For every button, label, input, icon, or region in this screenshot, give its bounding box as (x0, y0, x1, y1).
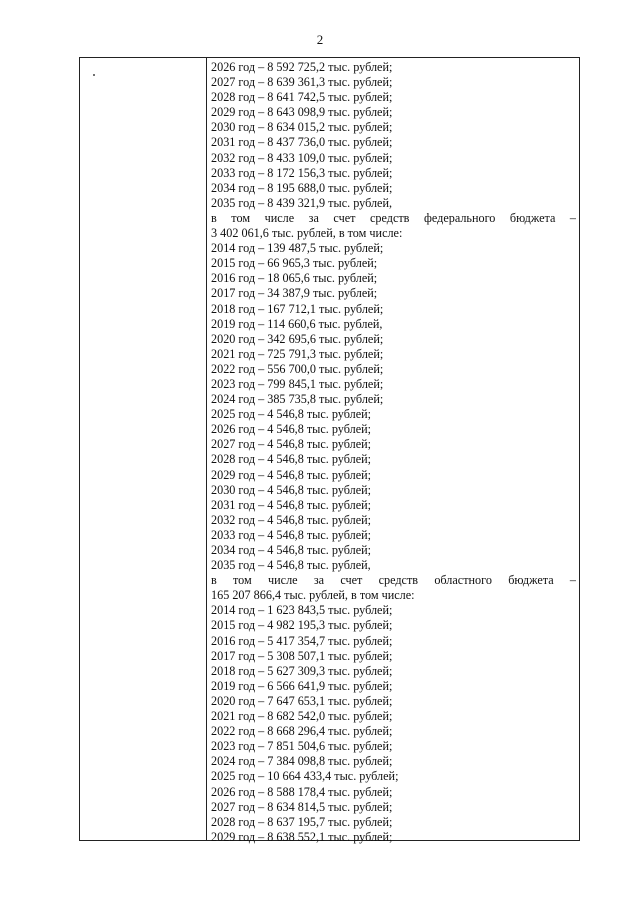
text-line: 2016 год – 18 065,6 тыс. рублей; (211, 271, 378, 286)
text-line: 2031 год – 8 437 736,0 тыс. рублей; (211, 135, 393, 150)
text-line: 2026 год – 8 592 725,2 тыс. рублей; (211, 60, 393, 74)
text-line: 2026 год – 4 546,8 тыс. рублей; (211, 422, 372, 437)
column-divider (206, 58, 207, 840)
text-line: 2019 год – 6 566 641,9 тыс. рублей; (211, 678, 393, 693)
text-line: 2015 год – 66 965,3 тыс. рублей; (211, 256, 378, 271)
text-line: 2033 год – 8 172 156,3 тыс. рублей; (211, 165, 393, 180)
text-line: 3 402 061,6 тыс. рублей, в том числе: (211, 226, 403, 241)
text-line: 2015 год – 4 982 195,3 тыс. рублей; (211, 618, 393, 633)
text-line: 2017 год – 5 308 507,1 тыс. рублей; (211, 648, 393, 663)
text-line: 2027 год – 8 639 361,3 тыс. рублей; (211, 75, 393, 90)
left-column-mark (93, 74, 95, 76)
text-line: 2029 год – 4 546,8 тыс. рублей; (211, 467, 372, 482)
text-line: 2025 год – 10 664 433,4 тыс. рублей; (211, 769, 399, 784)
text-line: 2032 год – 4 546,8 тыс. рублей; (211, 512, 372, 527)
text-line: 2018 год – 167 712,1 тыс. рублей; (211, 301, 384, 316)
text-line: 2014 год – 139 487,5 тыс. рублей; (211, 241, 384, 256)
text-line: 2025 год – 4 546,8 тыс. рублей; (211, 407, 372, 422)
text-line: 2023 год – 799 845,1 тыс. рублей; (211, 376, 384, 391)
text-line: 2024 год – 385 735,8 тыс. рублей; (211, 392, 384, 407)
text-line: 2027 год – 4 546,8 тыс. рублей; (211, 437, 372, 452)
text-line: 2022 год – 8 668 296,4 тыс. рублей; (211, 724, 393, 739)
text-line: 2033 год – 4 546,8 тыс. рублей; (211, 527, 372, 542)
text-line: 2030 год – 4 546,8 тыс. рублей; (211, 482, 372, 497)
page-number: 2 (316, 32, 324, 47)
text-line: 2016 год – 5 417 354,7 тыс. рублей; (211, 633, 393, 648)
text-line: 2029 год – 8 643 098,9 тыс. рублей; (211, 105, 393, 120)
text-line: 165 207 866,4 тыс. рублей, в том числе: (211, 588, 415, 603)
text-line: 2032 год – 8 433 109,0 тыс. рублей; (211, 150, 393, 165)
text-line: 2022 год – 556 700,0 тыс. рублей; (211, 361, 384, 376)
text-line: 2020 год – 342 695,6 тыс. рублей; (211, 331, 384, 346)
text-line: 2029 год – 8 638 552,1 тыс. рублей; (211, 829, 393, 844)
text-line: 2035 год – 4 546,8 тыс. рублей, (211, 558, 371, 573)
text-line: 2035 год – 8 439 321,9 тыс. рублей, (211, 195, 393, 210)
text-line: 2031 год – 4 546,8 тыс. рублей; (211, 497, 372, 512)
text-line: 2020 год – 7 647 653,1 тыс. рублей; (211, 693, 393, 708)
text-line: 2028 год – 4 546,8 тыс. рублей; (211, 452, 372, 467)
text-line: 2026 год – 8 588 178,4 тыс. рублей; (211, 784, 393, 799)
text-line: 2018 год – 5 627 309,3 тыс. рублей; (211, 663, 393, 678)
text-line: 2034 год – 8 195 688,0 тыс. рублей; (211, 180, 393, 195)
text-line: 2017 год – 34 387,9 тыс. рублей; (211, 286, 378, 301)
text-line: 2024 год – 7 384 098,8 тыс. рублей; (211, 754, 393, 769)
text-line: в том числе за счет средств федерального бюджета – (211, 210, 576, 225)
text-line: 2021 год – 8 682 542,0 тыс. рублей; (211, 709, 393, 724)
document-table (79, 57, 580, 844)
text-line: 2023 год – 7 851 504,6 тыс. рублей; (211, 739, 393, 754)
text-line: 2028 год – 8 641 742,5 тыс. рублей; (211, 90, 393, 105)
text-line: 2034 год – 4 546,8 тыс. рублей; (211, 543, 372, 557)
text-line: 2030 год – 8 634 015,2 тыс. рублей; (211, 120, 393, 135)
text-line: 2027 год – 8 634 814,5 тыс. рублей; (211, 799, 393, 814)
text-line: в том числе за счет средств областного бюджета – (211, 573, 576, 588)
text-line: 2014 год – 1 623 843,5 тыс. рублей; (211, 603, 393, 618)
right-column-content (211, 60, 576, 845)
text-line: 2028 год – 8 637 195,7 тыс. рублей; (211, 814, 393, 829)
text-line: 2019 год – 114 660,6 тыс. рублей, (211, 316, 383, 331)
text-line: 2021 год – 725 791,3 тыс. рублей; (211, 346, 384, 361)
